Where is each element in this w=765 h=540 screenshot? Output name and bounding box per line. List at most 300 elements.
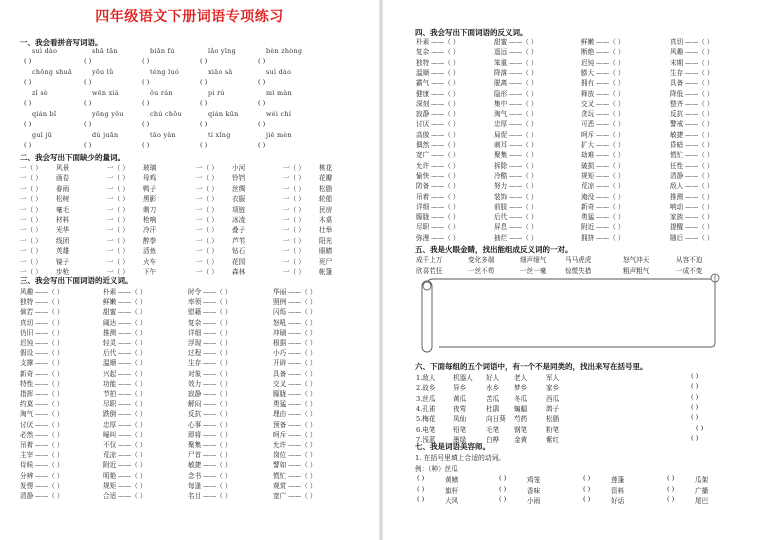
answer-blank[interactable]: ——（ ） bbox=[431, 120, 460, 129]
answer-blank[interactable]: ——（ ） bbox=[509, 202, 538, 211]
answer-blank[interactable]: ( ) bbox=[258, 57, 266, 65]
verb-blank[interactable]: ( ) bbox=[499, 474, 507, 482]
verb-blank[interactable]: ( ) bbox=[583, 484, 591, 493]
measure-blank[interactable]: 一（ ） bbox=[20, 184, 42, 193]
answer-blank[interactable]: ——（ ） bbox=[288, 461, 317, 470]
answer-blank[interactable]: ——（ ） bbox=[431, 130, 460, 139]
measure-blank[interactable]: 一（ ） bbox=[196, 205, 218, 214]
group-word: 墨绿 bbox=[453, 435, 467, 444]
measure-blank[interactable]: 一（ ） bbox=[20, 268, 42, 276]
answer-blank[interactable]: ——（ ） bbox=[35, 400, 64, 409]
word: 淘气 bbox=[494, 110, 508, 119]
answer-blank[interactable]: ( ) bbox=[24, 120, 32, 128]
answer-blank[interactable]: ——（ ） bbox=[288, 420, 317, 429]
answer-blank[interactable]: ( ) bbox=[24, 57, 32, 65]
measure-blank[interactable]: 一（ ） bbox=[107, 226, 129, 235]
answer-blank[interactable]: ( ) bbox=[691, 413, 699, 422]
measure-blank[interactable]: 一（ ） bbox=[283, 184, 305, 193]
answer-blank[interactable]: ——（ ） bbox=[509, 68, 538, 77]
measure-blank[interactable]: 一（ ） bbox=[20, 164, 42, 172]
measure-blank[interactable]: 一（ ） bbox=[107, 195, 129, 204]
answer-blank[interactable]: ——（ ） bbox=[118, 308, 147, 317]
word: 率领 bbox=[188, 298, 202, 307]
word: 具备 bbox=[273, 369, 287, 378]
answer-blank[interactable]: ——（ ） bbox=[118, 471, 147, 480]
answer-blank[interactable]: ——（ ） bbox=[118, 379, 147, 388]
answer-blank[interactable]: ——（ ） bbox=[685, 110, 714, 119]
answer-blank[interactable]: ——（ ） bbox=[685, 192, 714, 201]
measure-blank[interactable]: 一（ ） bbox=[107, 257, 129, 266]
answer-blank[interactable]: ——（ ） bbox=[118, 410, 147, 419]
answer-blank[interactable]: ——（ ） bbox=[596, 89, 625, 98]
answer-blank[interactable]: ( ) bbox=[200, 141, 208, 149]
measure-blank[interactable]: 一（ ） bbox=[20, 195, 42, 204]
answer-blank[interactable]: ——（ ） bbox=[203, 339, 232, 347]
answer-blank[interactable]: ——（ ） bbox=[203, 471, 232, 480]
answer-blank[interactable]: ——（ ） bbox=[685, 223, 714, 232]
measure-blank[interactable]: 一（ ） bbox=[196, 236, 218, 245]
answer-blank[interactable]: ——（ ） bbox=[203, 410, 232, 419]
answer-blank[interactable]: ( ) bbox=[84, 78, 92, 86]
answer-blank[interactable]: ——（ ） bbox=[118, 359, 147, 368]
verb-blank[interactable]: ( ) bbox=[417, 474, 425, 482]
answer-blank[interactable]: ——（ ） bbox=[685, 89, 714, 98]
verb-blank[interactable]: ( ) bbox=[583, 474, 591, 482]
answer-blank[interactable]: ——（ ） bbox=[203, 461, 232, 470]
verb-blank[interactable]: ( ) bbox=[499, 484, 507, 493]
idiom[interactable]: 惊慌失措 bbox=[565, 267, 592, 275]
answer-blank[interactable]: ——（ ） bbox=[596, 223, 625, 232]
answer-blank[interactable]: ——（ ） bbox=[509, 58, 538, 67]
answer-blank[interactable]: ——（ ） bbox=[35, 410, 64, 419]
answer-blank[interactable]: ( ) bbox=[691, 433, 699, 442]
answer-blank[interactable]: ——（ ） bbox=[35, 481, 64, 490]
answer-blank[interactable]: ——（ ） bbox=[685, 99, 714, 108]
answer-blank[interactable]: ——（ ） bbox=[118, 441, 147, 449]
noun: 材料 bbox=[56, 216, 70, 224]
answer-blank[interactable]: ——（ ） bbox=[509, 151, 538, 160]
word: 岗位 bbox=[273, 451, 287, 460]
answer-blank[interactable]: ——（ ） bbox=[203, 349, 232, 358]
answer-blank[interactable]: ——（ ） bbox=[203, 318, 232, 327]
answer-blank[interactable]: ( ) bbox=[24, 78, 32, 86]
answer-blank[interactable]: ——（ ） bbox=[35, 441, 64, 449]
answer-blank[interactable]: ——（ ） bbox=[509, 182, 538, 191]
noun: 民房 bbox=[319, 205, 333, 214]
idiom[interactable]: 从容不迫 bbox=[676, 256, 703, 264]
measure-blank[interactable]: 一（ ） bbox=[196, 268, 218, 276]
answer-blank[interactable]: ——（ ） bbox=[288, 451, 317, 460]
answer-blank[interactable]: ( ) bbox=[84, 120, 92, 128]
answer-blank[interactable]: ——（ ） bbox=[118, 298, 147, 307]
answer-blank[interactable]: ——（ ） bbox=[509, 233, 538, 242]
idiom[interactable]: 马马虎虎 bbox=[565, 256, 592, 264]
answer-blank[interactable]: ——（ ） bbox=[685, 202, 714, 211]
answer-blank[interactable]: ——（ ） bbox=[509, 161, 538, 170]
measure-blank[interactable]: 一（ ） bbox=[20, 216, 42, 224]
word: 具备 bbox=[670, 79, 684, 88]
answer-blank[interactable]: ——（ ） bbox=[203, 481, 232, 490]
verb-blank[interactable]: ( ) bbox=[583, 495, 591, 503]
answer-blank[interactable]: ——（ ） bbox=[509, 120, 538, 129]
answer-blank[interactable]: ——（ ） bbox=[288, 379, 317, 388]
answer-blank[interactable]: ——（ ） bbox=[35, 461, 64, 470]
verb-blank[interactable]: ( ) bbox=[667, 495, 675, 503]
measure-blank[interactable]: 一（ ） bbox=[283, 257, 305, 266]
answer-blank[interactable]: ——（ ） bbox=[431, 182, 460, 191]
answer-blank[interactable]: ( ) bbox=[200, 120, 208, 128]
answer-blank[interactable]: ——（ ） bbox=[509, 89, 538, 98]
answer-blank[interactable]: ——（ ） bbox=[35, 420, 64, 429]
answer-blank[interactable]: ——（ ） bbox=[288, 481, 317, 490]
idiom[interactable]: 细声细气 bbox=[520, 256, 547, 264]
word: 勇猛 bbox=[273, 400, 287, 409]
answer-blank[interactable]: ——（ ） bbox=[509, 223, 538, 232]
answer-blank[interactable]: ( ) bbox=[691, 402, 699, 411]
answer-blank[interactable]: ——（ ） bbox=[288, 339, 317, 347]
measure-blank[interactable]: 一（ ） bbox=[107, 184, 129, 193]
idiom[interactable]: 怒气冲天 bbox=[623, 256, 650, 264]
measure-blank[interactable]: 一（ ） bbox=[283, 205, 305, 214]
answer-blank[interactable]: ——（ ） bbox=[596, 99, 625, 108]
group-word: 机器人 bbox=[453, 374, 473, 382]
verb-blank[interactable]: ( ) bbox=[667, 484, 675, 493]
answer-blank[interactable]: ——（ ） bbox=[596, 171, 625, 180]
measure-blank[interactable]: 一（ ） bbox=[196, 195, 218, 204]
answer-blank[interactable]: ——（ ） bbox=[203, 328, 232, 337]
answer-blank[interactable]: ——（ ） bbox=[431, 89, 460, 98]
group-word: 杜鹃 bbox=[486, 404, 500, 413]
answer-blank[interactable]: ——（ ） bbox=[509, 99, 538, 108]
answer-blank[interactable]: ——（ ） bbox=[203, 441, 232, 449]
answer-blank[interactable]: ——（ ） bbox=[118, 420, 147, 429]
antonym-row bbox=[383, 160, 765, 170]
answer-blank[interactable]: ( ) bbox=[691, 392, 699, 401]
noun: 松树 bbox=[56, 195, 70, 204]
measure-blank[interactable]: 一（ ） bbox=[283, 247, 305, 256]
answer-blank[interactable]: ——（ ） bbox=[203, 379, 232, 388]
answer-blank[interactable]: ——（ ） bbox=[431, 58, 460, 67]
answer-blank[interactable]: ——（ ） bbox=[596, 192, 625, 201]
scroll-answer-box[interactable] bbox=[417, 273, 727, 353]
measure-blank[interactable]: 一（ ） bbox=[20, 174, 42, 183]
answer-blank[interactable]: ——（ ） bbox=[288, 318, 317, 327]
answer-blank[interactable]: ——（ ） bbox=[596, 182, 625, 191]
answer-blank[interactable]: ——（ ） bbox=[685, 68, 714, 77]
idiom[interactable]: 粗声粗气 bbox=[623, 267, 650, 275]
answer-blank[interactable]: ——（ ） bbox=[431, 161, 460, 170]
answer-blank[interactable]: ——（ ） bbox=[685, 48, 714, 57]
answer-blank[interactable]: ( ) bbox=[84, 141, 92, 149]
answer-blank[interactable]: ( ) bbox=[24, 141, 32, 149]
answer-blank[interactable]: ——（ ） bbox=[596, 48, 625, 57]
answer-blank[interactable]: ——（ ） bbox=[509, 79, 538, 88]
answer-blank[interactable]: ——（ ） bbox=[431, 110, 460, 119]
answer-blank[interactable]: ( ) bbox=[84, 99, 92, 107]
answer-blank[interactable]: ——（ ） bbox=[431, 213, 460, 222]
answer-blank[interactable]: ——（ ） bbox=[118, 400, 147, 409]
idiom[interactable]: 一丝不苟 bbox=[468, 267, 495, 275]
answer-blank[interactable]: ——（ ） bbox=[509, 192, 538, 201]
answer-blank[interactable]: ( ) bbox=[200, 57, 208, 65]
answer-blank[interactable]: ——（ ） bbox=[431, 151, 460, 160]
word: 集中 bbox=[494, 99, 508, 108]
answer-blank[interactable]: ——（ ） bbox=[203, 430, 232, 439]
answer-blank[interactable]: ——（ ） bbox=[118, 349, 147, 358]
answer-blank[interactable]: ——（ ） bbox=[288, 400, 317, 409]
word: 详细 bbox=[416, 202, 430, 211]
measure-blank[interactable]: 一（ ） bbox=[196, 216, 218, 224]
answer-blank[interactable]: ——（ ） bbox=[685, 58, 714, 67]
answer-blank[interactable]: ——（ ） bbox=[288, 430, 317, 439]
answer-blank[interactable]: ——（ ） bbox=[118, 318, 147, 327]
answer-blank[interactable]: ——（ ） bbox=[431, 192, 460, 201]
measure-blank[interactable]: 一（ ） bbox=[283, 226, 305, 235]
answer-blank[interactable]: ——（ ） bbox=[685, 120, 714, 129]
answer-blank[interactable]: ——（ ） bbox=[288, 349, 317, 358]
answer-blank[interactable]: ( ) bbox=[200, 99, 208, 107]
answer-blank[interactable]: ——（ ） bbox=[35, 369, 64, 378]
answer-blank[interactable]: ——（ ） bbox=[118, 451, 147, 460]
section-4-heading: 四、我会写出下面词语的反义词。 bbox=[415, 28, 528, 37]
idiom[interactable]: 成千上万 bbox=[416, 256, 443, 264]
verb-blank[interactable]: ( ) bbox=[499, 495, 507, 503]
measure-blank[interactable]: 一（ ） bbox=[107, 174, 129, 183]
answer-blank[interactable]: ——（ ） bbox=[431, 141, 460, 149]
answer-blank[interactable]: ——（ ） bbox=[288, 471, 317, 480]
answer-blank[interactable]: ——（ ） bbox=[288, 298, 317, 307]
answer-blank[interactable]: ——（ ） bbox=[35, 471, 64, 480]
answer-blank[interactable]: ——（ ） bbox=[509, 110, 538, 119]
answer-blank[interactable]: ——（ ） bbox=[35, 379, 64, 388]
synonym-row bbox=[0, 368, 379, 378]
measure-blank[interactable]: 一（ ） bbox=[283, 216, 305, 224]
answer-blank[interactable]: ——（ ） bbox=[685, 233, 714, 242]
answer-blank[interactable]: ——（ ） bbox=[596, 161, 625, 170]
answer-blank[interactable]: ——（ ） bbox=[596, 202, 625, 211]
word: 甜蜜 bbox=[494, 38, 508, 46]
answer-blank[interactable]: ——（ ） bbox=[118, 481, 147, 490]
answer-blank[interactable]: ——（ ） bbox=[118, 430, 147, 439]
verb-blank[interactable]: ( ) bbox=[417, 484, 425, 493]
answer-blank[interactable]: ( ) bbox=[258, 78, 266, 86]
answer-blank[interactable]: ——（ ） bbox=[118, 339, 147, 347]
answer-blank[interactable]: ——（ ） bbox=[509, 48, 538, 57]
answer-blank[interactable]: ——（ ） bbox=[35, 318, 64, 327]
answer-blank[interactable]: ——（ ） bbox=[685, 171, 714, 180]
answer-blank[interactable]: ——（ ） bbox=[288, 390, 317, 398]
answer-blank[interactable]: ——（ ） bbox=[118, 492, 147, 500]
word: 侍候 bbox=[20, 461, 34, 470]
answer-blank[interactable]: ——（ ） bbox=[118, 461, 147, 470]
answer-blank[interactable]: ——（ ） bbox=[596, 141, 625, 149]
noun: 鸡笼 bbox=[527, 476, 541, 484]
answer-blank[interactable]: ——（ ） bbox=[35, 288, 64, 296]
verb-fill-row bbox=[383, 495, 765, 505]
idiom[interactable]: 一成不变 bbox=[676, 267, 703, 275]
answer-blank[interactable]: ——（ ） bbox=[35, 298, 64, 307]
answer-blank[interactable]: ——（ ） bbox=[288, 308, 317, 317]
answer-blank[interactable]: ——（ ） bbox=[35, 359, 64, 368]
answer-blank[interactable]: ——（ ） bbox=[431, 68, 460, 77]
answer-blank[interactable]: ——（ ） bbox=[596, 38, 625, 46]
answer-blank[interactable]: ——（ ） bbox=[203, 298, 232, 307]
answer-blank[interactable]: ——（ ） bbox=[596, 68, 625, 77]
measure-blank[interactable]: 一（ ） bbox=[196, 226, 218, 235]
answer-blank[interactable]: ——（ ） bbox=[35, 308, 64, 317]
answer-blank[interactable]: ( ) bbox=[142, 57, 150, 65]
word: 冷酷 bbox=[494, 171, 508, 180]
answer-blank[interactable]: ( ) bbox=[84, 57, 92, 65]
measure-blank[interactable]: 一（ ） bbox=[283, 268, 305, 276]
measure-blank[interactable]: 一（ ） bbox=[20, 205, 42, 214]
answer-blank[interactable]: ——（ ） bbox=[35, 349, 64, 358]
answer-blank[interactable]: ——（ ） bbox=[118, 369, 147, 378]
answer-blank[interactable]: ( ) bbox=[258, 120, 266, 128]
measure-blank[interactable]: 一（ ） bbox=[196, 184, 218, 193]
answer-blank[interactable]: ——（ ） bbox=[288, 492, 317, 500]
idiom[interactable]: 一丝一毫 bbox=[520, 267, 547, 275]
measure-blank[interactable]: 一（ ） bbox=[107, 164, 129, 172]
answer-blank[interactable]: ( ) bbox=[142, 78, 150, 86]
measure-blank[interactable]: 一（ ） bbox=[196, 247, 218, 256]
verb-blank[interactable]: ( ) bbox=[417, 495, 425, 503]
answer-blank[interactable]: ——（ ） bbox=[203, 451, 232, 460]
answer-blank[interactable]: ——（ ） bbox=[596, 233, 625, 242]
word: 倘若 bbox=[20, 308, 34, 317]
answer-blank[interactable]: ——（ ） bbox=[203, 420, 232, 429]
answer-blank[interactable]: ——（ ） bbox=[431, 99, 460, 108]
answer-blank[interactable]: ——（ ） bbox=[35, 328, 64, 337]
answer-blank[interactable]: ——（ ） bbox=[35, 390, 64, 398]
answer-blank[interactable]: ( ) bbox=[258, 99, 266, 107]
answer-blank[interactable]: ——（ ） bbox=[596, 110, 625, 119]
measure-blank[interactable]: 一（ ） bbox=[283, 174, 305, 183]
answer-blank[interactable]: ——（ ） bbox=[431, 171, 460, 180]
answer-blank[interactable]: ( ) bbox=[142, 120, 150, 128]
answer-blank[interactable]: ( ) bbox=[258, 141, 266, 149]
answer-blank[interactable]: ——（ ） bbox=[596, 151, 625, 160]
answer-blank[interactable]: ——（ ） bbox=[509, 141, 538, 149]
answer-blank[interactable]: ——（ ） bbox=[685, 161, 714, 170]
answer-blank[interactable]: ——（ ） bbox=[288, 369, 317, 378]
answer-blank[interactable]: ——（ ） bbox=[288, 328, 317, 337]
answer-blank[interactable]: ——（ ） bbox=[509, 130, 538, 139]
answer-blank[interactable]: ——（ ） bbox=[288, 410, 317, 419]
answer-blank[interactable]: ——（ ） bbox=[596, 213, 625, 222]
word: 推测 bbox=[670, 192, 684, 201]
answer-blank[interactable]: ——（ ） bbox=[509, 213, 538, 222]
measure-blank[interactable]: 一（ ） bbox=[196, 174, 218, 183]
answer-blank[interactable]: ——（ ） bbox=[596, 58, 625, 67]
antonym-row bbox=[383, 191, 765, 201]
answer-blank[interactable]: ——（ ） bbox=[203, 308, 232, 317]
answer-blank[interactable]: ( ) bbox=[691, 382, 699, 391]
answer-blank[interactable]: ——（ ） bbox=[685, 182, 714, 191]
answer-blank[interactable]: ——（ ） bbox=[431, 38, 460, 46]
noun: 资料 bbox=[611, 486, 625, 495]
answer-blank[interactable]: ——（ ） bbox=[509, 38, 538, 46]
word: 劫难 bbox=[581, 151, 595, 160]
answer-blank[interactable]: ——（ ） bbox=[203, 288, 232, 296]
answer-blank[interactable]: ——（ ） bbox=[431, 79, 460, 88]
answer-blank[interactable]: ——（ ） bbox=[685, 213, 714, 222]
measure-blank[interactable]: 一（ ） bbox=[20, 226, 42, 235]
answer-blank[interactable]: ——（ ） bbox=[685, 79, 714, 88]
answer-blank[interactable]: ——（ ） bbox=[35, 430, 64, 439]
answer-blank[interactable]: ——（ ） bbox=[203, 369, 232, 378]
answer-blank[interactable]: ——（ ） bbox=[685, 130, 714, 139]
answer-blank[interactable]: ——（ ） bbox=[509, 171, 538, 180]
noun: 画卷 bbox=[56, 174, 70, 183]
verb-fill-row bbox=[383, 485, 765, 495]
answer-blank[interactable]: ——（ ） bbox=[35, 339, 64, 347]
answer-blank[interactable]: ( ) bbox=[696, 423, 704, 432]
idiom[interactable]: 欣喜若狂 bbox=[416, 267, 443, 275]
idiom[interactable]: 变化多端 bbox=[468, 256, 495, 264]
answer-blank[interactable]: ——（ ） bbox=[685, 38, 714, 46]
answer-blank[interactable]: ( ) bbox=[200, 78, 208, 86]
answer-blank[interactable]: ——（ ） bbox=[203, 390, 232, 398]
answer-blank[interactable]: ——（ ） bbox=[203, 492, 232, 500]
answer-blank[interactable]: ( ) bbox=[691, 372, 699, 380]
answer-blank[interactable]: ——（ ） bbox=[431, 48, 460, 57]
answer-blank[interactable]: ——（ ） bbox=[596, 79, 625, 88]
answer-blank[interactable]: ——（ ） bbox=[596, 120, 625, 129]
answer-blank[interactable]: ——（ ） bbox=[118, 390, 147, 398]
measure-blank[interactable]: 一（ ） bbox=[107, 216, 129, 224]
answer-blank[interactable]: ——（ ） bbox=[596, 130, 625, 139]
answer-blank[interactable]: ——（ ） bbox=[685, 151, 714, 160]
word: 独特 bbox=[416, 58, 430, 67]
answer-blank[interactable]: ——（ ） bbox=[35, 451, 64, 460]
answer-blank[interactable]: ( ) bbox=[24, 99, 32, 107]
answer-blank[interactable]: ——（ ） bbox=[288, 441, 317, 449]
verb-blank[interactable]: ( ) bbox=[667, 474, 675, 482]
measure-blank[interactable]: 一（ ） bbox=[20, 236, 42, 245]
answer-blank[interactable]: ——（ ） bbox=[35, 492, 64, 500]
word: 兴起 bbox=[103, 369, 117, 378]
answer-blank[interactable]: ——（ ） bbox=[203, 400, 232, 409]
answer-blank[interactable]: ——（ ） bbox=[118, 288, 147, 296]
measure-blank[interactable]: 一（ ） bbox=[283, 236, 305, 245]
answer-blank[interactable]: ——（ ） bbox=[288, 288, 317, 296]
measure-blank[interactable]: 一（ ） bbox=[20, 247, 42, 256]
measure-blank[interactable]: 一（ ） bbox=[196, 164, 218, 172]
word: 寂静 bbox=[416, 110, 430, 119]
measure-blank[interactable]: 一（ ） bbox=[107, 236, 129, 245]
answer-blank[interactable]: ——（ ） bbox=[118, 328, 147, 337]
answer-blank[interactable]: ( ) bbox=[142, 99, 150, 107]
answer-blank[interactable]: ——（ ） bbox=[288, 359, 317, 368]
answer-blank[interactable]: ——（ ） bbox=[431, 223, 460, 232]
answer-blank[interactable]: ——（ ） bbox=[431, 233, 460, 242]
measure-blank[interactable]: 一（ ） bbox=[283, 195, 305, 204]
answer-blank[interactable]: ( ) bbox=[142, 141, 150, 149]
answer-blank[interactable]: ——（ ） bbox=[685, 141, 714, 149]
answer-row bbox=[0, 99, 379, 109]
measure-blank[interactable]: 一（ ） bbox=[107, 268, 129, 276]
pinyin-row bbox=[0, 68, 379, 78]
answer-blank[interactable]: ——（ ） bbox=[431, 202, 460, 211]
measure-blank[interactable]: 一（ ） bbox=[107, 205, 129, 214]
measure-blank[interactable]: 一（ ） bbox=[20, 257, 42, 266]
answer-blank[interactable]: ——（ ） bbox=[203, 359, 232, 368]
word: 阔达 bbox=[103, 318, 117, 327]
measure-blank[interactable]: 一（ ） bbox=[196, 257, 218, 266]
measure-blank[interactable]: 一（ ） bbox=[283, 164, 305, 172]
measure-blank[interactable]: 一（ ） bbox=[107, 247, 129, 256]
